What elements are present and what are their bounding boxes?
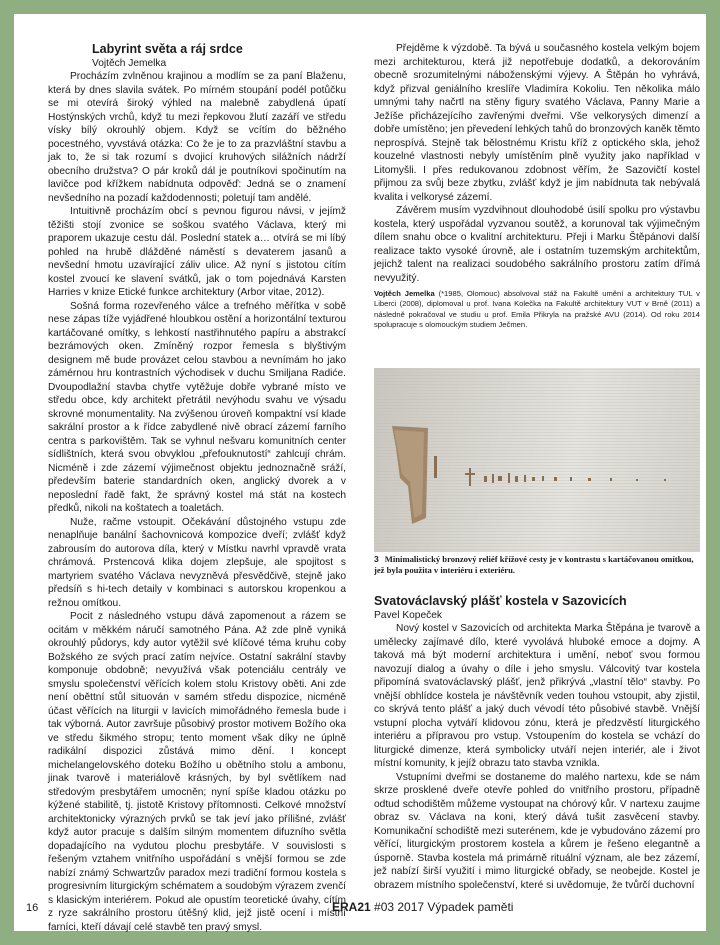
paragraph: Nový kostel v Sazovicích od architekta Marka Štěpána je tvarově a umělecky zajímavé dílo, které vyvolává hluboké emoce a dojmy. A taková má být moderní architektura i umění, neboť svou formou navozují dialog a úvahy o díle i jeho smyslu. Válcovitý tvar kostela připomíná svatováclavský plášť, jenž přikrývá „vlastní tělo“ stavby. Po vnější obhlídce kostela je návštěvník veden touhou vstoupit, aby zjistil, co skrývá tento plášť a jaký duch vévodí této působivé stavbě. Vnější vstupní plocha vytváří klidovou zónu, která je předzvěstí liturgického interiéru a přípravou pro vstup. Vstoupením do kostela se vchází do liturgické dimenze, která symbolicky utváří nejen interiér, ale i život místní komunity, k jejíž obrazu tato stavba vznikla. bbox=[374, 623, 700, 769]
relation-title: Svatováclavský plášť kostela v Sazovicích bbox=[374, 594, 627, 608]
paragraph: Nuže, račme vstoupit. Očekávání důstojného vstupu zde nenaplňuje banální šachovnicová kompozice dveří; zvlášť když zabrousím do autorova díla, který v Místku navrhl vpravdě vrata chrámová. Prstencová klika dojem zlepšuje, ale spojitost s martyriem svatého Václava nevyzněvá přesvědčivě, stejně jako předsíň s hi-tech detaily v kombinaci s autorskou kropenkou a režnou omítkou. bbox=[48, 516, 346, 609]
relation-author: Pavel Kopeček bbox=[374, 610, 442, 621]
left-column bbox=[48, 42, 346, 934]
caption-text: Minimalistický bronzový reliéf křížové cesty je v kontrastu s kartáčovanou omítkou, jež byla použita v interiéru i exteriéru. bbox=[374, 554, 694, 575]
paragraph: Vstupními dveřmi se dostaneme do malého nartexu, kde se nám skrze prosklené dveře otevře pohled do vnitřního prostoru, případně odtud schodištěm můžeme vystoupat na chórový kůr. V nartexu zaujme obraz sv. Václava na koni, který dává tušit zasvěcení stavby. Komunikační schodiště mezi suterénem, kde je vybudováno zázemí pro věřící, liturgickým prostorem kostela a kůrem je řešeno elegantně a úsporně. Stavba kostela má primárně rituální význam, ale bez zázemí, jež nabízí širší využití i mimo liturgické obřady, se neobejde. Kostel je obrazem místního společenství, které si uvědomuje, že tvůrčí duchovní bbox=[374, 771, 700, 891]
issue-label: #03 2017 Výpadek paměti bbox=[374, 900, 514, 914]
paragraph: Intuitivně procházím obcí s pevnou figurou návsi, v jejímž těžišti stojí zvonice se soškou svatého Václava, který mi praporem ukazuje cestu dál. Poslední statek a… otvírá se mi líbý pohled na hrubě dlážděné náměstí s devaterem jasanů a nevšední hmotu uzavírající záliv ulice. Až nyní s jistotou cítím kostel zvoucí ke slavení svátků, jak o tom pojednává Karsten Harries v knize Etické funkce architektury (Arbor vitae, 2012). bbox=[48, 206, 346, 298]
relation-article bbox=[374, 594, 700, 892]
author-bio bbox=[374, 289, 700, 330]
footer-magazine bbox=[332, 900, 513, 914]
article-author: Vojtěch Jemelka bbox=[92, 58, 167, 69]
paragraph: Procházím zvlněnou krajinou a modlím se za paní Blaženu, která by dnes slavila svátek. Po mírném stoupání podél potůčku se mi otevírá široký výhled na malebně zabydlená úpatí Hostýnských vrchů, když tu mezi řepkovou žlutí zazáří ve středu vísky bílý okrouhlý objem. Když se vcítím do běžného pocestného, vyvstává otázka: Co že je to za prazvláštní stavbu a jak to, že si tak rozumí s dvojicí kruhových silážních nádrží obecního družstva? O pár kroků dál je poutníkovi spočinutím na lavičce pod křížkem nabídnuta odpověď: Jedná se o znamení nevšedního na pozadí každodennosti; poletují tam andělé. bbox=[48, 71, 346, 204]
bio-text: (*1985, Olomouc) absolvoval stáž na Fakultě umění a architektury TUL v Liberci (2008), diplomoval u prof. Ivana Kolečka na Fakultě architektury VUT v Brně (2011) a následně pokračoval ve studiu u prof. Emila Přikryla na pražské AVU (2014). Od roku 2014 spolupracuje s olomouckým studiem Ječmen. bbox=[374, 289, 700, 329]
paragraph: Sošná forma rozevřeného válce a trefného měřítka v sobě nese zápas tíže vyjádřené hloubkou ostění a horizontální texturou kartáčované omítky, s lehkostí nastřihnutého papíru a abstrakcí bezrámových oken. Zmíněný rozpor řemesla s blyštivým designem mě bude provázet celou stavbou a nevnímám ho jako zámérnou hru kontrastních východisek v duchu Smiljana Radiće. Dvoupodlažní stavba chytře vytěžuje dobře vybrané místo ve středu obce, kdy architekt přetrátil nevýhodu svahu ve výsadu skrovné monumentality. Na zvýšenou úroveň kompaktní vsí klade sakrální prostor a k řídce zabydlené nivě obrací zázemí farního centra s parkovištěm. Tak se vyhnul nešvaru komunitních center sídlištních, která svou obvyklou „přefouknutostí“ zahlcují chrám. Nicméně i zde zázemí výjimečnost objektu jednoznačně sráží, především baterie standardních oken, anglický dvorek a v neposlední řadě fakt, že správný kostel má stát na kostech předků, nikoli na koštatech a toaletách. bbox=[48, 300, 346, 514]
paragraph: Přejděme k výzdobě. Ta bývá u současného kostela velkým bojem mezi architekturou, která již nepotřebuje dodatků, a dekorováním obecně srozumitelnými náboženskými výjevy. A Štěpán ho vyhrává, když přizval geniálního kreslíře Vladimíra Kokoliu. Ten několika málo umnými tahy načrtl na stěny figury svatého Václava, Panny Marie a Ježíše přicházejícího zavřenými dveřmi. Vše velkorysých dimenzí a dobře umístěno; jen převedení lehkých tahů do bronzových kaněk těmto neprospívá. Stejně tak bělostnému Kristu kříž z optického skla, jehož kouzelné vlastnosti nebyly umístěním plně využity jako například v Litomyšli. I přes redukovanou zdobnost věřím, že Sazovičtí kostel přijmou za svůj beze zbytku, zvlášť když je jim nabídnuta tak nebývalá kvalita i velkorysé zázemí. bbox=[374, 43, 700, 203]
paragraph: Závěrem musím vyzdvihnout dlouhodobé úsilí spolku pro výstavbu kostela, který uspořádal vyzvanou soutěž, a korunoval tak výjimečným dílem snahu obce o kvalitní architekturu. Přeji i Marku Štěpánovi další realizace takto vysoké úrovně, ale i ostatním tuzemským architektům, jejichž talent na realizaci soudobého sakrálního prostoru zatím dřímá nevyužitý. bbox=[374, 205, 700, 284]
relief-illustration bbox=[374, 368, 700, 552]
magazine-name: ERA21 bbox=[332, 900, 371, 914]
right-column bbox=[374, 42, 700, 330]
page bbox=[14, 14, 706, 931]
caption-number: 3 bbox=[374, 554, 379, 564]
paragraph: Pocit z následného vstupu dává zapomenout a rázem se ocitám v měkkém náručí samotného Pána. Až zde plně vyniká okrouhlý půdorys, kdy autor vytěžil své klíčové téma kruhu coby Božského ze svých prací zatím nejvíce. Ostatní sakrální stavby komponuje obdobně; nevyužívá však potenciálu centrály ve smyslu společenství věřících kolem stolu Kristovy oběti. Ani zde není oběttní stůl situován v samém středu dispozice, nicméně účast věřících na liturgii v lavicích mimořádného řemesla bude i tak výborná. Autor završuje působivý prostor motivem Božího oka ve středu šikmého stropu; tento moment však díky ne úplně radikální dispozici zůstává mimo dění. I koncept michelangelovského doteku Božího u obětního stolu a ambonu, jinak tvarově i materiálově krásných, by byl světlíkem nad středovým presbytářem umocněn; nyní spíše kladou otázku po kýžené stabilitě, tj. jistotě Kristovy přítomnosti. Celkové množství architektonicky výrazných prvků se tak jeví jako přílišné, zvlášť když autor pracuje s dalším silným momentem difuzního světla dopadajícího na vydutou plochu presbytáře. V souvislosti s řešeným vztahem vnitřního uspořádání s vnější formou se zde nabízí známý Schwartzův paradox mezi tradiční formou kostela s progresivním liturgickým schématem a soudobým výrazem zvenčí s klasickým interiérem. Pokud ale opustím teoretické úvahy, cítím z ryze sakrálního prostoru útěšný klid, jejž jistě ocení i místní farníci, kteří dávají celé stavbě ten pravý smysl. bbox=[48, 611, 346, 933]
bio-name: Vojtěch Jemelka bbox=[374, 289, 435, 298]
page-number: 16 bbox=[26, 902, 39, 914]
relief-photo bbox=[374, 368, 700, 552]
photo-caption bbox=[374, 554, 700, 575]
article-title: Labyrint světa a ráj srdce bbox=[92, 42, 243, 56]
